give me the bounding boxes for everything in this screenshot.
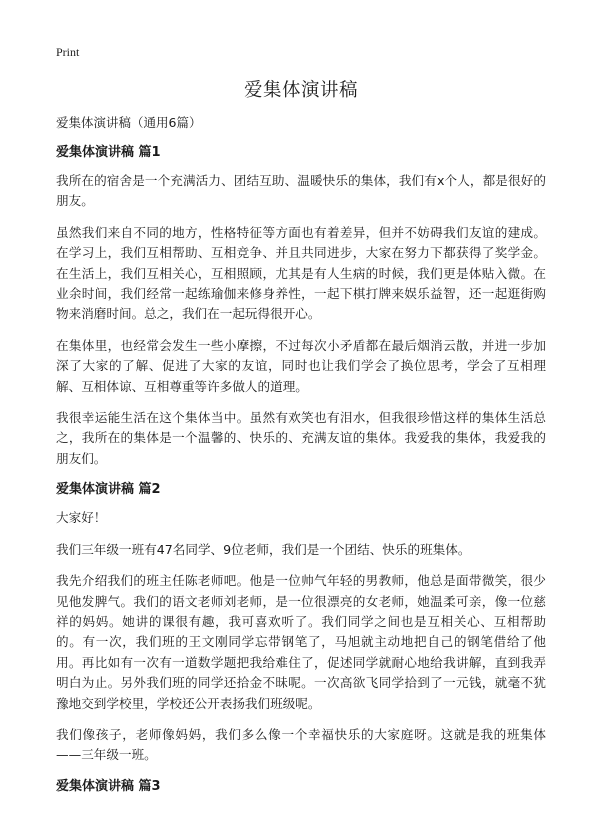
paragraph: 虽然我们来自不同的地方，性格特征等方面也有着差异，但并不妨碍我们友谊的建成。在学习上，我们互相帮助、互相竞争、并且共同进步，大家在努力下都获得了奖学金。在生活上，我们互相关心，互相照顾，尤其是有人生病的时候，我们更是体贴入微。在业余时间，我们经常一起练瑜伽来修身养性，一起下棋打牌来娱乐益智，还一起逛街购物来消磨时间。总之，我们在一起玩得很开心。: [56, 224, 546, 322]
paragraph: 我很幸运能生活在这个集体当中。虽然有欢笑也有泪水，但我很珍惜这样的集体生活总之，我所在的集体是一个温馨的、快乐的、充满友谊的集体。我爱我的集体，我爱我的朋友们。: [56, 410, 546, 466]
section-heading-3: 爱集体演讲稿 篇3: [56, 778, 161, 794]
section-heading-2: 爱集体演讲稿 篇2: [56, 482, 161, 498]
document-title: 爱集体演讲稿: [243, 80, 358, 101]
section-heading-1: 爱集体演讲稿 篇1: [56, 145, 161, 160]
paragraph: 大家好！: [56, 510, 107, 526]
paragraph: 在集体里，也经常会发生一些小摩擦，不过每次小矛盾都在最后烟消云散，并进一步加深了大家的了解、促进了大家的友谊，同时也让我们学会了换位思考，学会了互相理解、互相体谅、互相尊重等许多做人的道理。: [56, 337, 546, 394]
paragraph: 我们像孩子，老师像妈妈，我们多么像一个幸福快乐的大家庭呀。这就是我的班集体——三年级一班。: [56, 726, 546, 763]
paragraph: 我们三年级一班有47名同学、9位老师，我们是一个团结、快乐的班集体。: [56, 541, 471, 557]
paragraph: 我先介绍我们的班主任陈老师吧。他是一位帅气年轻的男教师，他总是面带微笑，很少见他发脾气。我们的语文老师刘老师，是一位很漂亮的女老师，她温柔可亲，像一位慈祥的妈妈。她讲的课很有趣，我可喜欢听了。我们同学之间也是互相关心、互相帮助的。有一次，我们班的王文刚同学忘带钢笔了，马旭就主动地把自己的钢笔借给了他用。再比如有一次有一道数学题把我给难住了，促述同学就耐心地给我讲解，直到我弄明白为止。另外我们班的同学还拾金不昧呢。一次高欲飞同学拾到了一元钱，就毫不犹豫地交到学校里，学校还公开表扬我们班级呢。: [56, 573, 546, 711]
print-link[interactable]: Print: [56, 45, 80, 59]
document-page: [56, 78, 546, 805]
document-subtitle: 爱集体演讲稿（通用6篇）: [56, 115, 202, 130]
paragraph: 我所在的宿舍是一个充满活力、团结互助、温暖快乐的集体，我们有x个人，都是很好的朋友。: [56, 173, 546, 209]
